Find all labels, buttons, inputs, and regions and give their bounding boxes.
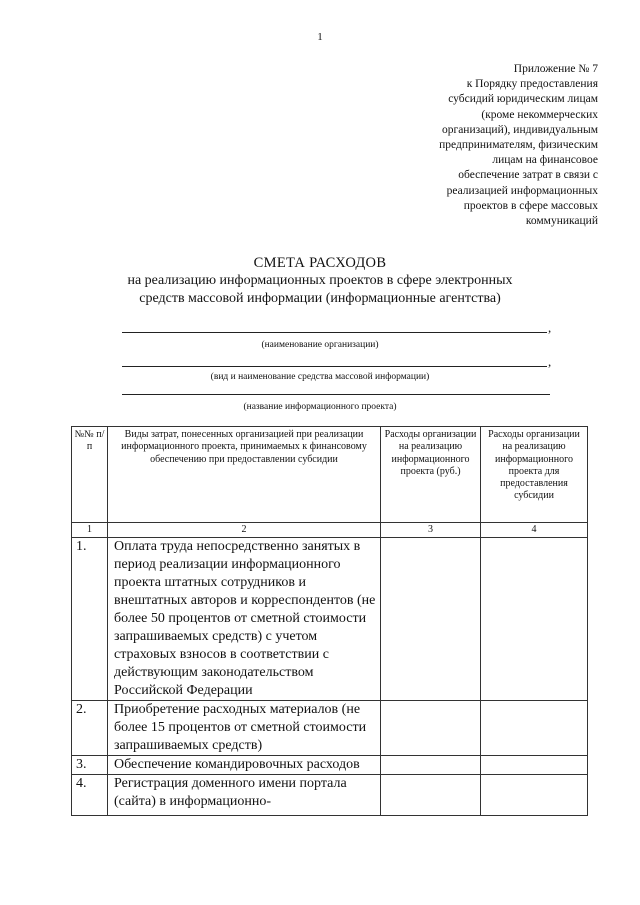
comma: , — [548, 320, 552, 335]
org-expense-cell[interactable] — [381, 775, 481, 816]
media-name-line[interactable] — [122, 366, 547, 367]
annex-line: организаций), индивидуальным — [441, 123, 598, 136]
subsidy-expense-cell[interactable] — [481, 701, 588, 756]
org-expense-cell[interactable] — [381, 756, 481, 775]
project-name-caption: (название информационного проекта) — [243, 402, 397, 412]
annex-line: реализацией информационных — [446, 184, 598, 197]
document-subtitle-line: средств массовой информации (информационные агентства) — [139, 291, 501, 306]
row-description: Приобретение расходных материалов (не более 15 процентов от сметной стоимости запрашиваемых средств) — [108, 701, 381, 756]
document-title: СМЕТА РАСХОДОВ — [253, 255, 387, 271]
column-index: 4 — [481, 523, 588, 538]
annex-line: предпринимателям, физическим — [439, 139, 598, 152]
org-expense-cell[interactable] — [381, 538, 481, 701]
media-name-caption: (вид и наименование средства массовой информации) — [210, 372, 430, 382]
annex-note — [398, 62, 598, 229]
row-description: Регистрация доменного имени портала (сайта) в информационно- — [108, 775, 381, 816]
annex-line: Приложение № 7 — [513, 63, 598, 75]
document-heading — [0, 255, 640, 308]
subsidy-expense-cell[interactable] — [481, 756, 588, 775]
table-header-row — [72, 427, 588, 523]
row-number: 3. — [72, 756, 108, 775]
table-row — [72, 756, 588, 775]
comma: , — [548, 354, 552, 369]
organization-name-caption: (наименование организации) — [261, 340, 379, 350]
row-number: 4. — [72, 775, 108, 816]
document-subtitle-line: на реализацию информационных проектов в сфере электронных — [127, 273, 513, 288]
org-expense-cell[interactable] — [381, 701, 481, 756]
table-row — [72, 701, 588, 756]
column-index-row — [72, 523, 588, 538]
column-index: 2 — [108, 523, 381, 538]
annex-line: субсидий юридическим лицам — [448, 93, 598, 106]
row-description: Оплата труда непосредственно занятых в период реализации информационного проекта штатных сотрудников и внештатных авторов и корреспондентов (не более 50 процентов от сметной стоимости запрашиваемых средств) с учетом страховых взносов в соответствии с действующим законодательством Российской Федерации — [108, 538, 381, 701]
annex-line: лицам на финансовое — [492, 154, 598, 167]
annex-line: коммуникаций — [525, 215, 598, 228]
subsidy-expense-cell[interactable] — [481, 775, 588, 816]
subsidy-expense-cell[interactable] — [481, 538, 588, 701]
header-org-expenses: Расходы организации на реализацию информационного проекта (руб.) — [381, 427, 481, 523]
annex-line: (кроме некоммерческих — [481, 108, 598, 121]
table-row — [72, 538, 588, 701]
column-index: 1 — [72, 523, 108, 538]
annex-line: обеспечение затрат в связи с — [458, 169, 598, 182]
expense-table — [71, 426, 588, 816]
organization-name-line[interactable] — [122, 332, 547, 333]
header-expense-kind: Виды затрат, понесенных организацией при реализации информационного проекта, принимаемых к финансовому обеспечению при предоставлении субсидии — [108, 427, 381, 523]
annex-line: проектов в сфере массовых — [463, 199, 598, 212]
project-name-line[interactable] — [122, 394, 550, 395]
table-row — [72, 775, 588, 816]
row-description: Обеспечение командировочных расходов — [108, 756, 381, 775]
column-index: 3 — [381, 523, 481, 538]
header-num: №№ п/п — [72, 427, 108, 523]
header-subsidy-expenses: Расходы организации на реализацию информационного проекта для предоставления субсидии — [481, 427, 588, 523]
row-number: 2. — [72, 701, 108, 756]
page-number: 1 — [317, 31, 323, 43]
annex-line: к Порядку предоставления — [466, 78, 598, 91]
row-number: 1. — [72, 538, 108, 701]
